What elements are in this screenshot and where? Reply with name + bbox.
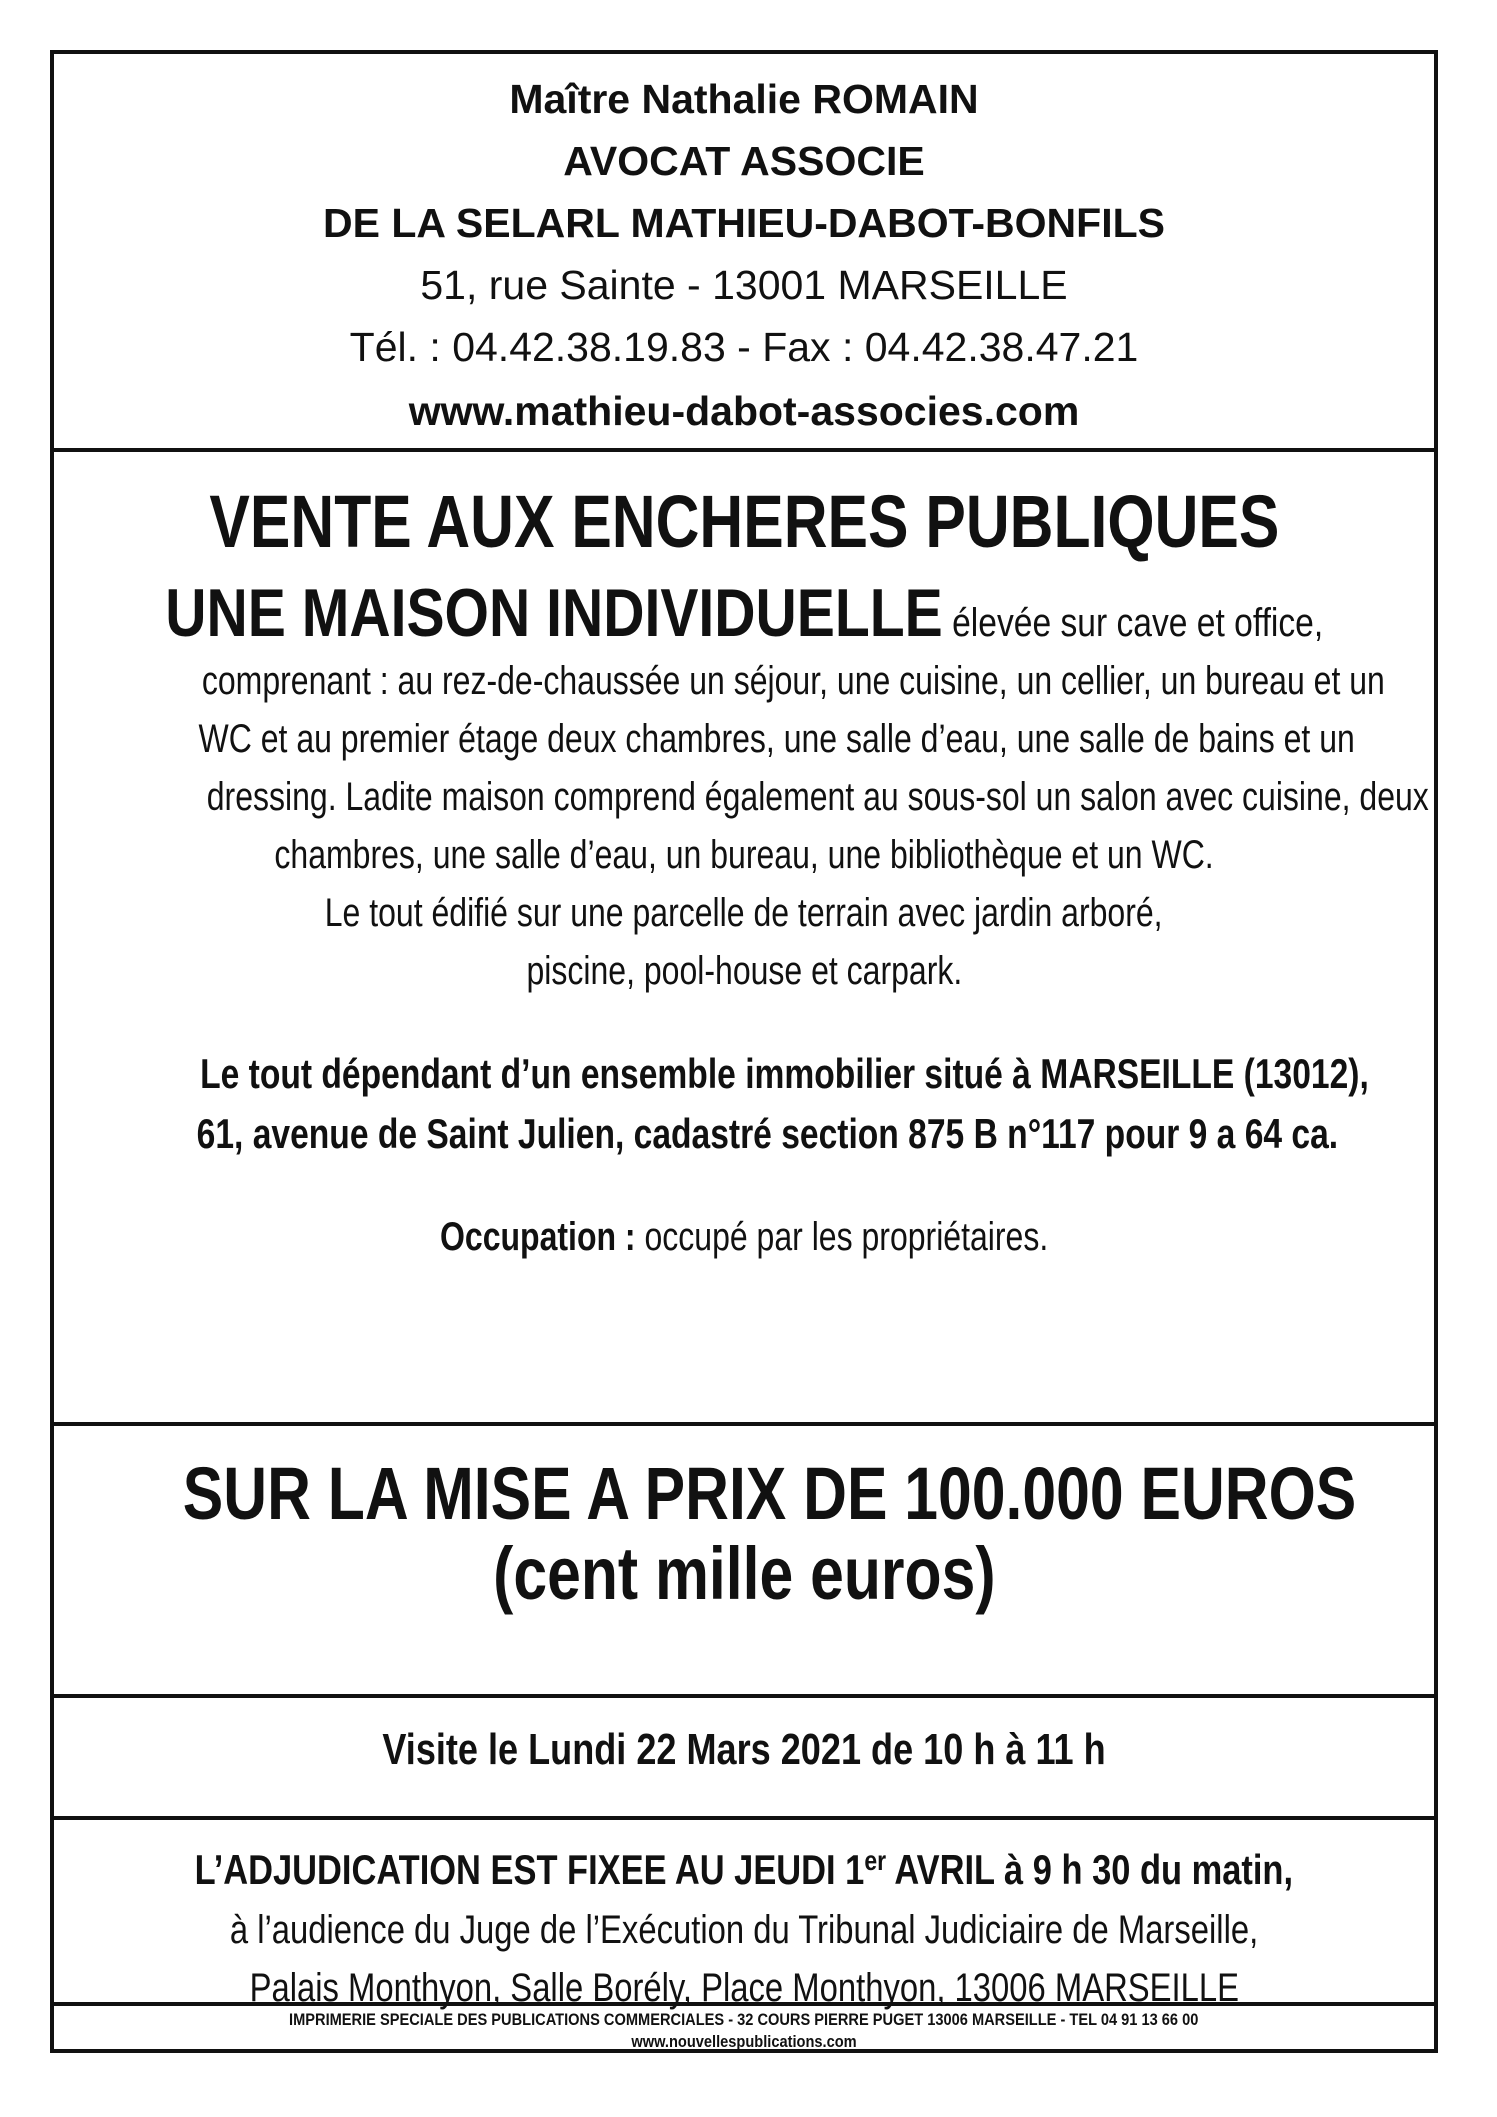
description-line: Le tout édifié sur une parcelle de terrain avec jardin arboré, <box>325 891 1163 935</box>
visit-section <box>54 1692 1434 1812</box>
firm-phone-fax: Tél. : 04.42.38.19.83 - Fax : 04.42.38.47.21 <box>349 324 1139 370</box>
court-line: à l’audience du Juge de l’Exécution du Tribunal Judiciaire de Marseille, <box>229 1908 1259 1952</box>
printer-website: www.nouvellespublications.com <box>631 2032 857 2051</box>
sale-title: VENTE AUX ENCHERES PUBLIQUES <box>209 480 1279 563</box>
court-address: Palais Monthyon, Salle Borély, Place Monthyon, 13006 MARSEILLE <box>249 1966 1239 2010</box>
description-line: dressing. Ladite maison comprend également au sous-sol un salon avec cuisine, deux <box>206 775 1429 819</box>
description-line: piscine, pool-house et carpark. <box>526 949 962 993</box>
price-line: SUR LA MISE A PRIX DE 100.000 EUROS <box>182 1452 1357 1535</box>
property-heading: UNE MAISON INDIVIDUELLE <box>165 575 943 651</box>
description-line: WC et au premier étage deux chambres, une salle d’eau, une salle de bains et un <box>198 717 1355 761</box>
property-intro: élevée sur cave et office, <box>942 601 1323 645</box>
occupation-value: occupé par les propriétaires. <box>635 1215 1049 1259</box>
firm-website: www.mathieu-dabot-associes.com <box>408 388 1080 434</box>
firm-address: 51, rue Sainte - 13001 MARSEILLE <box>420 262 1068 308</box>
adjudication-date <box>195 1830 1293 1901</box>
lawyer-name: Maître Nathalie ROMAIN <box>509 76 979 122</box>
printer-footer <box>54 2006 1434 2056</box>
divider <box>54 1422 1434 1426</box>
description-line: chambres, une salle d’eau, un bureau, une bibliothèque et un WC. <box>274 833 1214 877</box>
adjudication-time: AVRIL à 9 h 30 du matin, <box>886 1846 1294 1893</box>
description-line: comprenant : au rez-de-chaussée un séjour, une cuisine, un cellier, un bureau et un <box>201 659 1385 703</box>
price-in-words: (cent mille euros) <box>492 1532 996 1615</box>
notice-frame <box>50 50 1438 2053</box>
divider <box>54 1816 1434 1820</box>
lawyer-role: AVOCAT ASSOCIE <box>563 138 925 184</box>
adjudication-section <box>54 1830 1434 2010</box>
printer-info: IMPRIMERIE SPECIALE DES PUBLICATIONS COMMERCIALES - 32 COURS PIERRE PUGET 13006 MARSEILLE - TEL 04 91 13 66 00 <box>289 2010 1199 2029</box>
law-firm: DE LA SELARL MATHIEU-DABOT-BONFILS <box>323 200 1165 246</box>
starting-price <box>54 1434 1434 1679</box>
sale-description <box>54 474 1434 1424</box>
visit-date: Visite le Lundi 22 Mars 2021 de 10 h à 11 h <box>382 1725 1106 1774</box>
location-line: 61, avenue de Saint Julien, cadastré section 875 B n°117 pour 9 a 64 ca. <box>196 1110 1339 1157</box>
divider <box>54 448 1434 452</box>
location-line: Le tout dépendant d’un ensemble immobilier situé à MARSEILLE (13012), <box>200 1050 1369 1097</box>
lawyer-header <box>54 68 1434 448</box>
occupation-label: Occupation : <box>439 1215 636 1259</box>
adjudication-text: L’ADJUDICATION EST FIXEE AU JEUDI 1 <box>194 1846 865 1893</box>
ordinal-suffix: er <box>864 1845 887 1876</box>
